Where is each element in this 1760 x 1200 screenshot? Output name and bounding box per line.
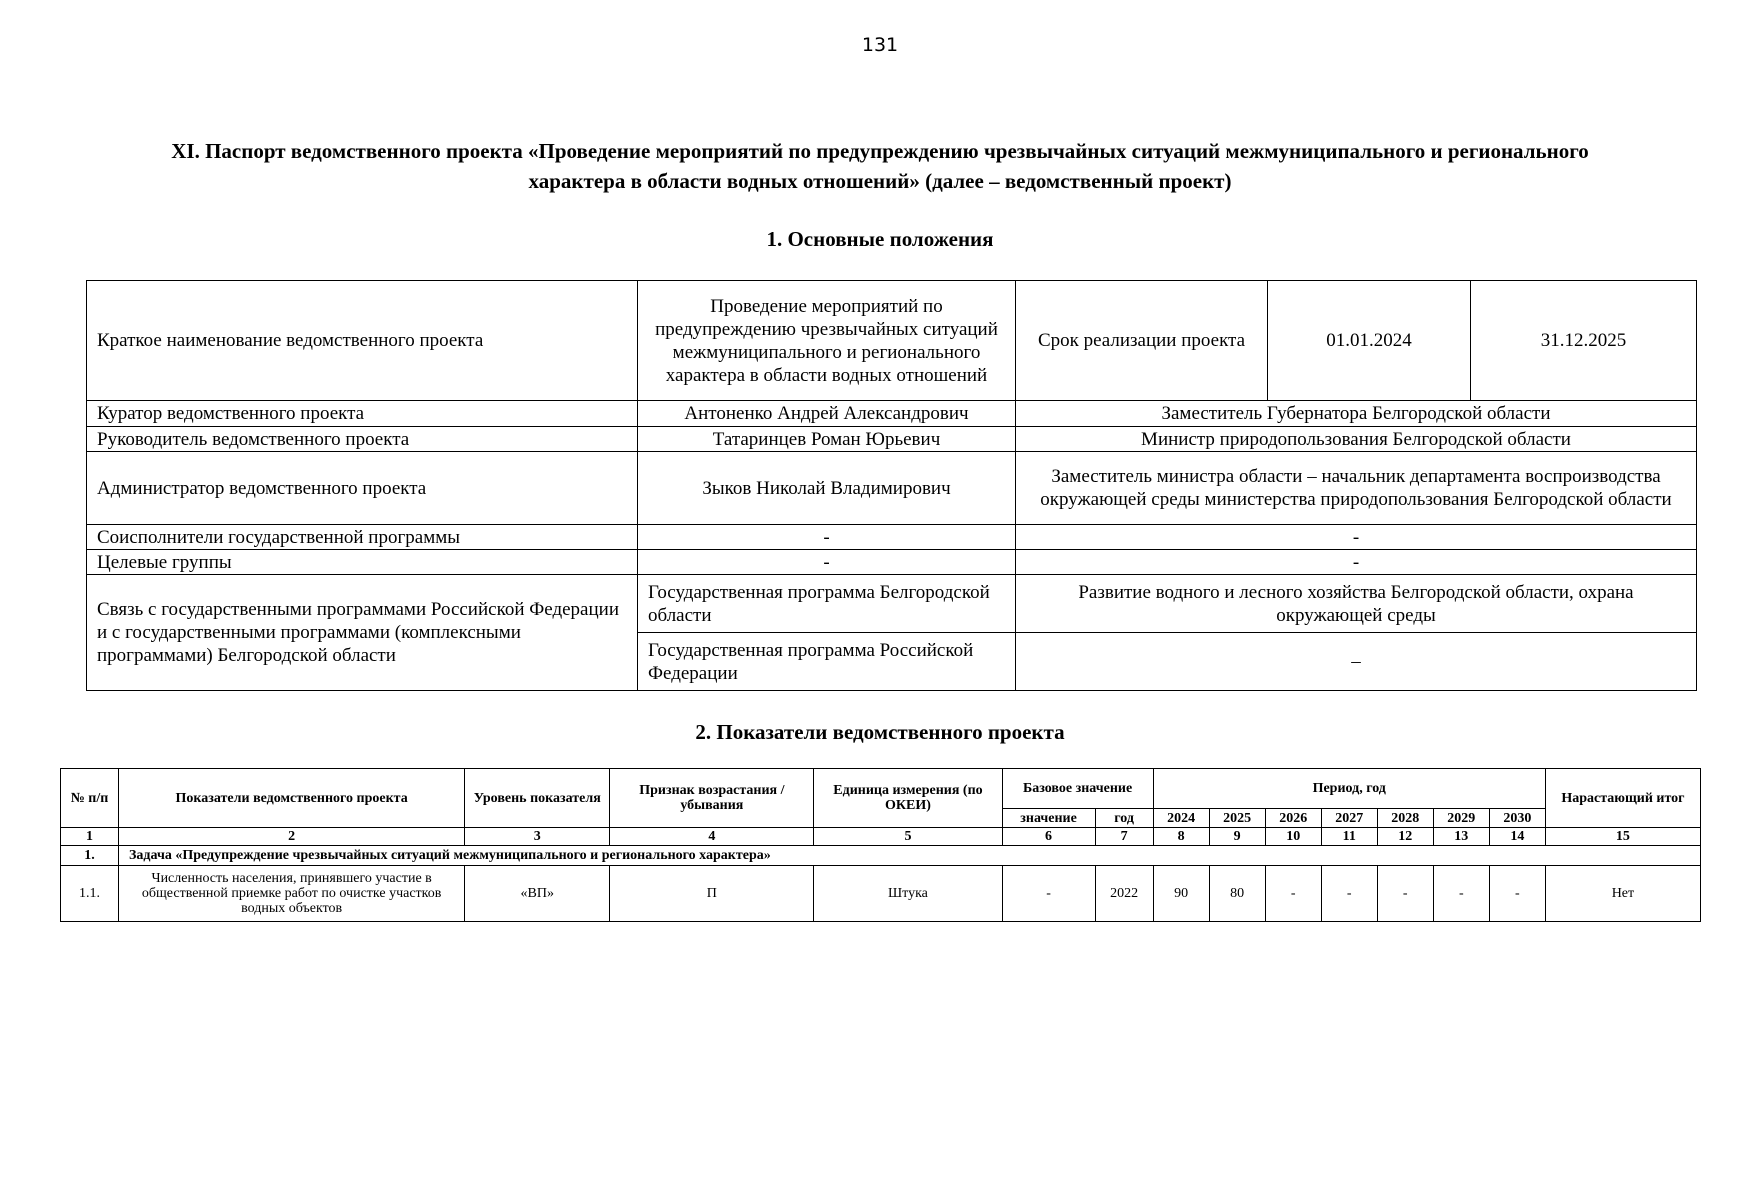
column-number: 9 [1209,828,1265,846]
document-title-line-2: характера в области водных отношений» (далее – ведомственный проект) [528,169,1232,193]
header-base-value: значение [1002,809,1095,828]
header-base: Базовое значение [1002,769,1153,809]
row-value-2026: - [1265,866,1321,922]
header-cumulative: Нарастающий итог [1545,769,1700,828]
row-cumulative: Нет [1545,866,1700,922]
column-number: 15 [1545,828,1700,846]
target-groups-label: Целевые группы [87,550,638,575]
row-num: 1.1. [61,866,119,922]
header-year-2026: 2026 [1265,809,1321,828]
link-label: Связь с государственными программами Российской Федерации и с государственными программами (комплексными программами) Белгородской области [87,575,638,691]
curator-row [87,401,1697,427]
row-value-2029: - [1433,866,1489,922]
curator-label: Куратор ведомственного проекта [87,401,638,427]
regional-program-label: Государственная программа Белгородской области [638,575,1016,633]
short-name-value: Проведение мероприятий по предупреждению чрезвычайных ситуаций межмуниципального и регионального характера в области водных отношений [638,281,1016,401]
column-number: 8 [1153,828,1209,846]
short-name-row [87,281,1697,401]
term-end: 31.12.2025 [1471,281,1697,401]
header-year-2025: 2025 [1209,809,1265,828]
main-provisions-table [86,280,1697,691]
column-number: 4 [610,828,814,846]
short-name-label: Краткое наименование ведомственного проекта [87,281,638,401]
column-number: 3 [465,828,610,846]
admin-position: Заместитель министра области – начальник департамента воспроизводства окружающей среды министерства природопользования Белгородской области [1016,452,1697,525]
federal-program-value: – [1016,633,1697,691]
coexecutors-label: Соисполнители государственной программы [87,525,638,550]
term-start: 01.01.2024 [1268,281,1471,401]
task-num: 1. [61,846,119,866]
curator-name: Антоненко Андрей Александрович [638,401,1016,427]
header-unit: Единица измерения (по ОКЕИ) [814,769,1002,828]
regional-program-row [87,575,1697,633]
header-year-2030: 2030 [1489,809,1545,828]
indicators-table [60,768,1701,922]
header-year-2027: 2027 [1321,809,1377,828]
section-1-heading: 1. Основные положения [766,227,994,251]
column-number: 12 [1377,828,1433,846]
row-indicator: Численность населения, принявшего участие в общественной приемке работ по очистке участков водных объектов [119,866,465,922]
header-num: № п/п [61,769,119,828]
table-row [61,866,1701,922]
federal-program-label: Государственная программа Российской Федерации [638,633,1016,691]
coexecutors-value: - [638,525,1016,550]
column-number: 10 [1265,828,1321,846]
page-number: 131 [861,34,899,56]
section-2-heading: 2. Показатели ведомственного проекта [695,720,1065,744]
header-trend: Признак возрастания / убывания [610,769,814,828]
row-unit: Штука [814,866,1002,922]
header-indicator: Показатели ведомственного проекта [119,769,465,828]
task-row [61,846,1701,866]
head-position: Министр природопользования Белгородской области [1016,427,1697,452]
column-number: 14 [1489,828,1545,846]
header-level: Уровень показателя [465,769,610,828]
row-level: «ВП» [465,866,610,922]
head-row [87,427,1697,452]
target-groups-value: - [638,550,1016,575]
row-value-2027: - [1321,866,1377,922]
admin-label: Администратор ведомственного проекта [87,452,638,525]
column-number: 13 [1433,828,1489,846]
row-value-2024: 90 [1153,866,1209,922]
document-title-line-1: XI. Паспорт ведомственного проекта «Проведение мероприятий по предупреждению чрезвычайных ситуаций межмуниципального и регионального [171,139,1589,163]
row-base-value: - [1002,866,1095,922]
header-base-year: год [1095,809,1153,828]
target-groups-row [87,550,1697,575]
header-year-2024: 2024 [1153,809,1209,828]
header-year-2029: 2029 [1433,809,1489,828]
column-number: 7 [1095,828,1153,846]
coexecutors-row [87,525,1697,550]
coexecutors-value-2: - [1016,525,1697,550]
admin-row [87,452,1697,525]
curator-position: Заместитель Губернатора Белгородской области [1016,401,1697,427]
column-number: 6 [1002,828,1095,846]
row-value-2028: - [1377,866,1433,922]
header-year-2028: 2028 [1377,809,1433,828]
regional-program-value: Развитие водного и лесного хозяйства Белгородской области, охрана окружающей среды [1016,575,1697,633]
document-title [90,136,1670,196]
indicators-header-row-1 [61,769,1701,809]
row-trend: П [610,866,814,922]
column-number: 5 [814,828,1002,846]
admin-name: Зыков Николай Владимирович [638,452,1016,525]
column-number: 1 [61,828,119,846]
row-value-2025: 80 [1209,866,1265,922]
column-number: 2 [119,828,465,846]
column-numbers-row [61,828,1701,846]
column-number: 11 [1321,828,1377,846]
row-base-year: 2022 [1095,866,1153,922]
target-groups-value-2: - [1016,550,1697,575]
head-label: Руководитель ведомственного проекта [87,427,638,452]
task-text: Задача «Предупреждение чрезвычайных ситуаций межмуниципального и регионального характера» [119,846,1701,866]
term-label: Срок реализации проекта [1016,281,1268,401]
head-name: Татаринцев Роман Юрьевич [638,427,1016,452]
row-value-2030: - [1489,866,1545,922]
header-period: Период, год [1153,769,1545,809]
